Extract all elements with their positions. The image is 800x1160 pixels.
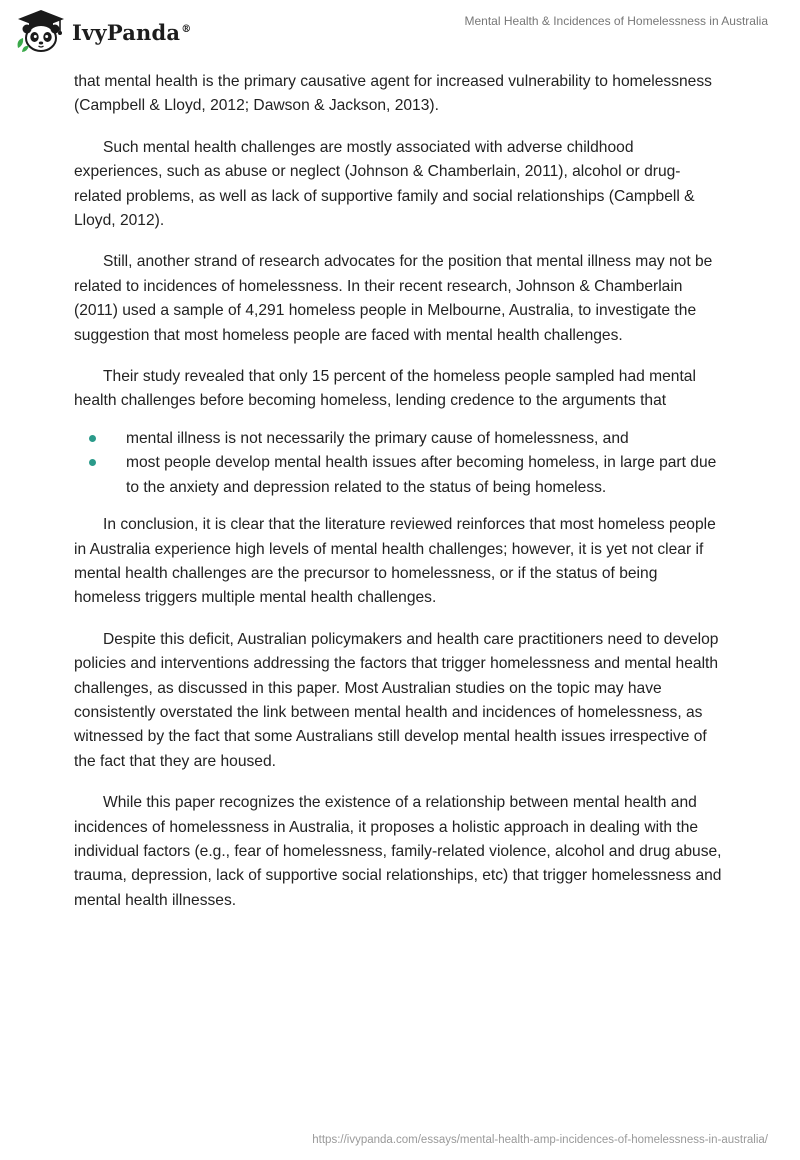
page-header — [0, 0, 800, 60]
bullet-dot-icon — [89, 435, 96, 442]
logo-wordmark: IvyPanda® — [72, 19, 192, 45]
bullet-dot-icon — [89, 459, 96, 466]
ivypanda-logo[interactable] — [14, 8, 191, 54]
paragraph: Despite this deficit, Australian policymakers and health care practitioners need to develop policies and interventions addressing the factors that trigger homelessness and mental health challenges, as discussed in this paper. Most Australian studies on the topic may have consistently overstated the link between mental health and incidences of homelessness, as witnessed by the fact that some Australians still develop mental health issues irrespective of the fact that they are housed. — [74, 630, 719, 770]
panda-mascot-icon — [14, 8, 68, 54]
paragraph: Their study revealed that only 15 percent of the homeless people sampled had mental health challenges before becoming homeless, lending credence to the arguments that — [74, 368, 696, 410]
paragraph: Such mental health challenges are mostly associated with adverse childhood experiences, such as abuse or neglect (Johnson & Chamberlain, 2011), alcohol or drug-related problems, as well as lack of supportive family and social relationships (Campbell & Lloyd, 2012). — [74, 138, 695, 230]
paragraph: While this paper recognizes the existence of a relationship between mental health and incidences of homelessness in Australia, it proposes a holistic approach in dealing with the individual factors (e.g., fear of homelessness, family-related violence, alcohol and drug abuse, trauma, depression, lack of supportive social relationships, etc) that trigger homelessness and mental health illnesses. — [74, 794, 722, 909]
source-url[interactable]: https://ivypanda.com/essays/mental-health-amp-incidences-of-homelessness-in-australia/ — [312, 1134, 768, 1146]
list-item-text: mental illness is not necessarily the primary cause of homelessness, and — [126, 429, 629, 447]
paragraph: Still, another strand of research advocates for the position that mental illness may not be related to incidences of homelessness. In their recent research, Johnson & Chamberlain (2011) used a sample of 4,291 homeless people in Melbourne, Australia, to investigate the suggestion that most homeless people are faced with mental health challenges. — [74, 253, 713, 344]
list-item-text: most people develop mental health issues after becoming homeless, in large part due to the anxiety and depression related to the status of being homeless. — [126, 454, 717, 496]
essay-body — [74, 70, 724, 930]
paragraph: In conclusion, it is clear that the literature reviewed reinforces that most homeless people in Australia experience high levels of mental health challenges; however, it is yet not clear if mental health challenges are the precursor to homelessness, or if the status of being homeless triggers multiple mental health challenges. — [74, 516, 716, 607]
paragraph-continued: that mental health is the primary causative agent for increased vulnerability to homelessness (Campbell & Lloyd, 2012; Dawson & Jackson, 2013). — [74, 73, 712, 115]
list-item — [126, 451, 724, 500]
list-item — [126, 427, 724, 451]
bullet-list — [74, 427, 724, 500]
document-title: Mental Health & Incidences of Homelessness in Australia — [464, 14, 768, 28]
